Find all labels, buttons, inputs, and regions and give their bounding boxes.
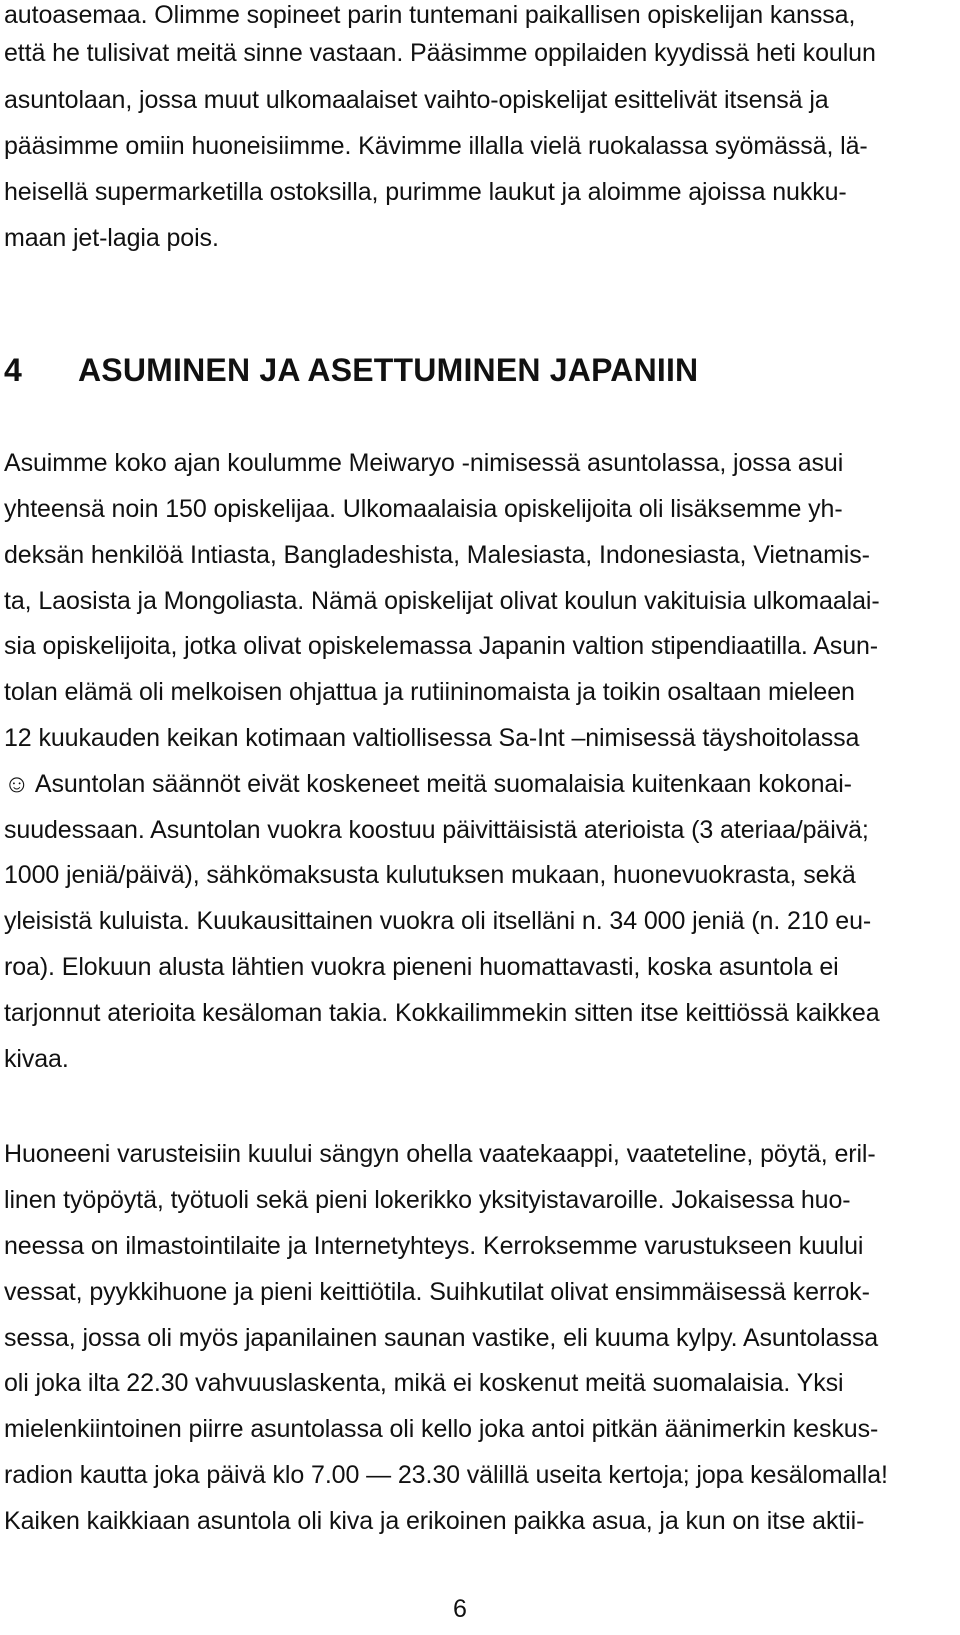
text-line: yleisistä kuluista. Kuukausittainen vuokra oli itselläni n. 34 000 jeniä (n. 210 eu- — [4, 907, 872, 935]
text-line: heisellä supermarketilla ostoksilla, purimme laukut ja aloimme ajoissa nukku- — [4, 178, 847, 206]
text-line: pääsimme omiin huoneisiimme. Kävimme illalla vielä ruokalassa syömässä, lä- — [4, 132, 868, 160]
page-number: 6 — [453, 1595, 467, 1623]
text-line: kivaa. — [4, 1045, 69, 1073]
text-line: sia opiskelijoita, jotka olivat opiskelemassa Japanin valtion stipendiaatilla. Asun- — [4, 632, 879, 660]
text-line: ta, Laosista ja Mongoliasta. Nämä opiskelijat olivat koulun vakituisia ulkomaalai- — [4, 587, 880, 615]
text-line: sessa, jossa oli myös japanilainen saunan vastike, eli kuuma kylpy. Asuntolassa — [4, 1324, 879, 1352]
text-line: ☺ Asuntolan säännöt eivät koskeneet meitä suomalaisia kuitenkaan kokonai- — [4, 770, 852, 798]
text-line: autoasemaa. Olimme sopineet parin tuntemani paikallisen opiskelijan kanssa, — [4, 1, 856, 29]
text-line: että he tulisivat meitä sinne vastaan. Pääsimme oppilaiden kyydissä heti koulun — [4, 39, 876, 67]
text-line: 1000 jeniä/päivä), sähkömaksusta kulutuksen mukaan, huonevuokrasta, sekä — [4, 861, 856, 889]
text-line: radion kautta joka päivä klo 7.00 — 23.30 välillä useita kertoja; jopa kesälomalla! — [4, 1461, 888, 1489]
section-number: 4 — [4, 352, 22, 388]
text-line: vessat, pyykkihuone ja pieni keittiötila. Suihkutilat olivat ensimmäisessä kerrok- — [4, 1278, 870, 1306]
text-line: yhteensä noin 150 opiskelijaa. Ulkomaalaisia opiskelijoita oli lisäksemme yh- — [4, 495, 843, 523]
section-title: ASUMINEN JA ASETTUMINEN JAPANIIN — [78, 352, 699, 388]
text-line: roa). Elokuun alusta lähtien vuokra pieneni huomattavasti, koska asuntola ei — [4, 953, 839, 981]
text-line: Kaiken kaikkiaan asuntola oli kiva ja erikoinen paikka asua, ja kun on itse aktii- — [4, 1507, 865, 1535]
text-line: deksän henkilöä Intiasta, Bangladeshista, Malesiasta, Indonesiasta, Vietnamis- — [4, 541, 870, 569]
text-line: asuntolaan, jossa muut ulkomaalaiset vaihto-opiskelijat esittelivät itsensä ja — [4, 86, 829, 114]
text-line: neessa on ilmastointilaite ja Internetyhteys. Kerroksemme varustukseen kuului — [4, 1232, 864, 1260]
text-line: 12 kuukauden keikan kotimaan valtiollisessa Sa-Int –nimisessä täyshoitolassa — [4, 724, 860, 752]
section-heading — [4, 350, 698, 390]
text-line: mielenkiintoinen piirre asuntolassa oli kello joka antoi pitkän äänimerkin keskus- — [4, 1415, 879, 1443]
text-line: suudessaan. Asuntolan vuokra koostuu päivittäisistä aterioista (3 ateriaa/päivä; — [4, 816, 869, 844]
text-line: tolan elämä oli melkoisen ohjattua ja rutiininomaista ja toikin osaltaan mieleen — [4, 678, 855, 706]
text-line: tarjonnut aterioita kesäloman takia. Kokkailimmekin sitten itse keittiössä kaikkea — [4, 999, 880, 1027]
text-line: oli joka ilta 22.30 vahvuuslaskenta, mikä ei koskenut meitä suomalaisia. Yksi — [4, 1369, 844, 1397]
text-line: Huoneeni varusteisiin kuului sängyn ohella vaatekaappi, vaateteline, pöytä, eril- — [4, 1140, 876, 1168]
text-line: Asuimme koko ajan koulumme Meiwaryo -nimisessä asuntolassa, jossa asui — [4, 449, 844, 477]
text-line: linen työpöytä, työtuoli sekä pieni lokerikko yksityistavaroille. Jokaisessa huo- — [4, 1186, 851, 1214]
text-line: maan jet-lagia pois. — [4, 224, 219, 252]
